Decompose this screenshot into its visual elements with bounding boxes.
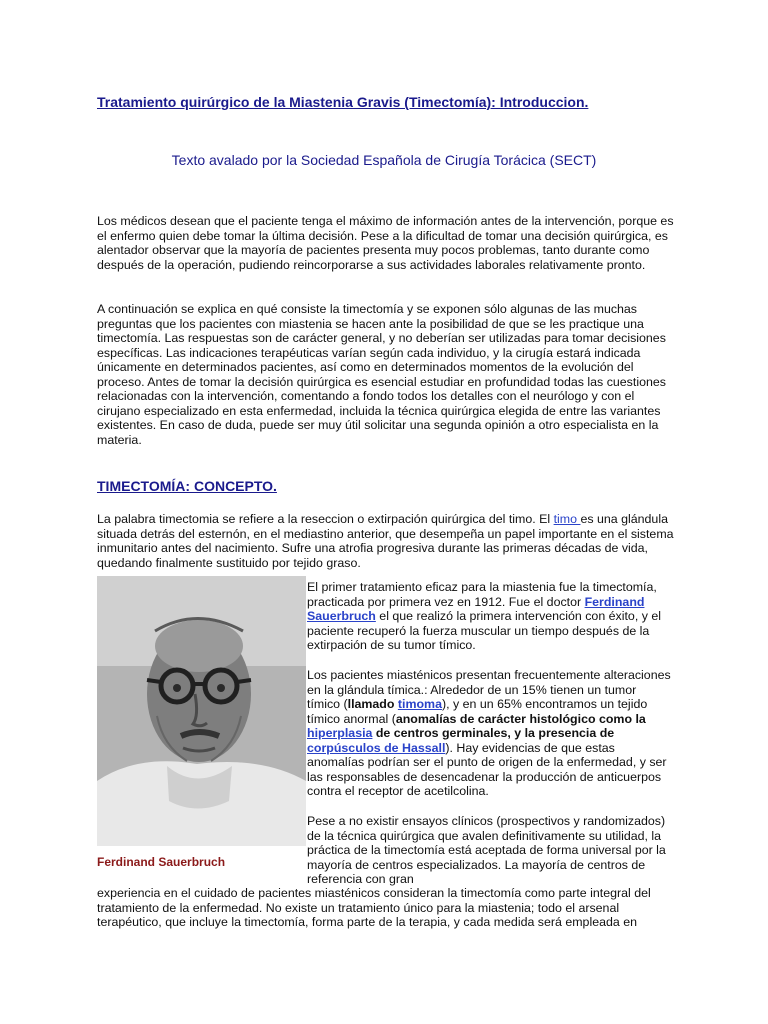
timoma-link[interactable]: timoma bbox=[397, 697, 442, 711]
practice-paragraph-continuation: experiencia en el cuidado de pacientes miasténicos consideran la timectomía como parte integral del tratamiento de la enfermedad. No existe un tratamiento único para la miastenia; todo el arsenal terapéutico, que incluye la timectomía, forma parte de la terapia, y cada medida será empleada en bbox=[97, 886, 651, 929]
history-paragraph: El primer tratamiento eficaz para la miastenia fue la timectomía, practicada por primera vez en 1912. Fue el doctor Ferdinand Sauerbruch el que realizó la primera intervención con éxito, y el paciente recuperó la fuerza muscular un tiempo después de la extirpación de su tumor tímico. bbox=[307, 580, 661, 652]
sauerbruch-portrait bbox=[97, 576, 306, 846]
timo-link[interactable]: timo bbox=[553, 512, 581, 526]
section-title: TIMECTOMÍA: CONCEPTO. bbox=[97, 478, 277, 494]
practice-paragraph: Pese a no existir ensayos clínicos (prospectivos y randomizados) de la técnica quirúrgica que avalen definitivamente su utilidad, la práctica de la timectomía está aceptada de forma universal por la mayoría de centros especializados. La mayoría de centros de referencia con gran bbox=[307, 814, 666, 886]
sauerbruch-link[interactable]: Ferdinand Sauerbruch bbox=[307, 594, 645, 623]
portrait-image bbox=[97, 576, 306, 846]
page-subtitle: Texto avalado por la Sociedad Española de Cirugía Torácica (SECT) bbox=[171, 152, 597, 168]
photo-caption: Ferdinand Sauerbruch bbox=[97, 855, 226, 869]
hassall-link[interactable]: corpúsculos de Hassall bbox=[307, 740, 446, 755]
intro-paragraph-1: Los médicos desean que el paciente tenga el máximo de información antes de la intervención, porque es el enfermo quien debe tomar la última decisión. Pese a la dificultad de tomar una decisión quirúrgica, es alentador observar que la mayoría de pacientes presenta muy pocos problemas, tanto durante como después de la operación, pudiendo reincorporarse a sus actividades laborales relativamente pronto. bbox=[97, 214, 674, 272]
page-title: Tratamiento quirúrgico de la Miastenia Gravis (Timectomía): Introduccion. bbox=[97, 94, 589, 110]
concept-paragraph: La palabra timectomia se refiere a la reseccion o extirpación quirúrgica del timo. El timo es una glándula situada detrás del esternón, en el mediastino anterior, que desempeña un papel importante en el sistema inmunitario antes del nacimiento. Sufre una atrofia progresiva durante las primeras décadas de vida, quedando finalmente sustituido por tejido graso. bbox=[97, 512, 674, 570]
hiperplasia-link[interactable]: hiperplasia bbox=[307, 726, 373, 740]
intro-paragraph-2: A continuación se explica en qué consiste la timectomía y se exponen sólo algunas de las muchas preguntas que los pacientes con miastenia se hacen ante la posibilidad de que se les practique una timectomía. Las respuestas son de carácter general, y no deberían ser utilizadas para tomar decisiones específicas. Las indicaciones terapéuticas varían según cada individuo, y la cirugía estará indicada únicamente en determinados pacientes, así como en determinados momentos de la evolución del proceso. Antes de tomar la decisión quirúrgica es esencial estudiar en profundidad todas las cuestiones relacionadas con la intervención, comentando a fondo todos los detalles con el neurólogo y con el cirujano especializado en esta enfermedad, incluida la técnica quirúrgica elegida de entre las variantes existentes. En caso de duda, puede ser muy útil solicitar una segunda opinión a otro especialista en la materia. bbox=[97, 302, 666, 447]
alterations-paragraph: Los pacientes miasténicos presentan frecuentemente alteraciones en la glándula tímica.: Alrededor de un 15% tienen un tumor tímico (llamado timoma), y en un 65% encontramos un tejido tímico anormal (anomalías de carácter histológico como la hiperplasia de centros germinales, y la presencia de corpúsculos de Hassall). Hay evidencias de que estas anomalías podrían ser el punto de origen de la enfermedad, y ser las responsables de desencadenar la producción de anticuerpos contra el receptor de acetilcolina. bbox=[307, 668, 671, 798]
